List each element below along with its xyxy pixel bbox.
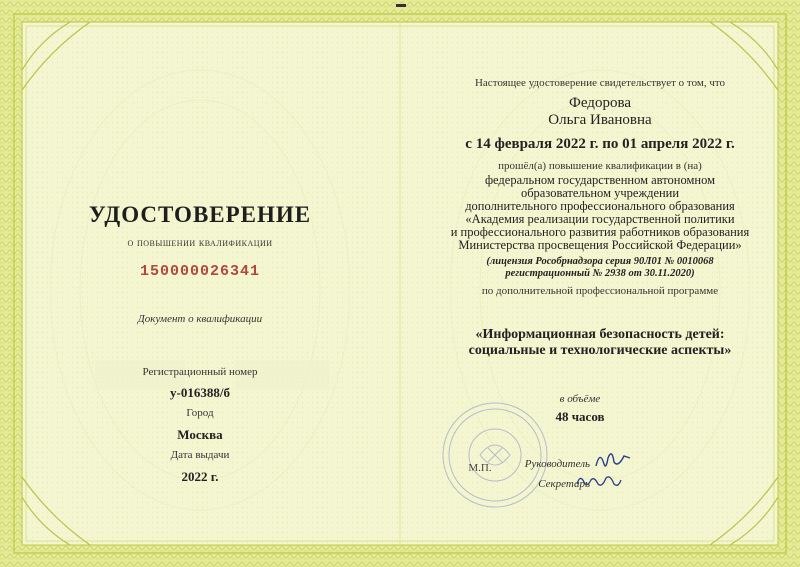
org-line-5: и профессионального развития работников образования <box>450 225 750 239</box>
official-stamp <box>440 400 550 510</box>
volume-value: 48 часов <box>555 409 605 424</box>
org-line-6: Министерства просвещения Российской Федерации» <box>458 238 742 252</box>
reg-value: у-016388/б <box>170 385 230 400</box>
stamp-place-label: М.П. <box>468 462 492 474</box>
left-title: УДОСТОВЕРЕНИЕ <box>88 202 312 227</box>
org-line-1: федеральном государственном автономном <box>484 173 716 187</box>
secretary-signature <box>574 470 624 492</box>
reg-label: Регистрационный номер <box>142 366 258 378</box>
org-line-3: дополнительного профессионального образования <box>465 199 735 213</box>
org-line-4: «Академия реализации государственной политики <box>465 212 735 226</box>
head-signature <box>594 446 634 472</box>
study-period: с 14 февраля 2022 г. по 01 апреля 2022 г. <box>465 136 735 152</box>
city-label: Город <box>186 407 214 419</box>
doc-type: Документ о квалификации <box>137 313 263 325</box>
license-line-2: регистрационный № 2938 от 30.11.2020) <box>505 268 695 279</box>
program-label: по дополнительной профессиональной программе <box>481 285 719 297</box>
city-value: Москва <box>177 427 223 442</box>
passed-text: прошёл(а) повышение квалификации в (на) <box>498 160 702 172</box>
left-subtitle: о повышении квалификации <box>127 237 273 249</box>
intro-text: Настоящее удостоверение свидетельствует о том, что <box>474 77 726 89</box>
date-value: 2022 г. <box>181 469 219 484</box>
date-label: Дата выдачи <box>170 449 230 461</box>
holder-surname: Федорова <box>569 95 631 111</box>
license-line-1: (лицензия Рособрнадзора серия 90Л01 № 0010068 <box>486 256 714 267</box>
holder-name: Ольга Ивановна <box>548 112 652 128</box>
program-line-2: социальные и технологические аспекты» <box>468 343 732 358</box>
serial-number: 150000026341 <box>139 263 261 280</box>
secretary-label: Секретарь <box>538 478 590 490</box>
program-line-1: «Информационная безопасность детей: <box>475 327 725 342</box>
volume-label: в объёме <box>559 393 601 405</box>
head-label: Руководитель <box>524 458 590 470</box>
org-line-2: образовательном учреждении <box>520 186 680 200</box>
